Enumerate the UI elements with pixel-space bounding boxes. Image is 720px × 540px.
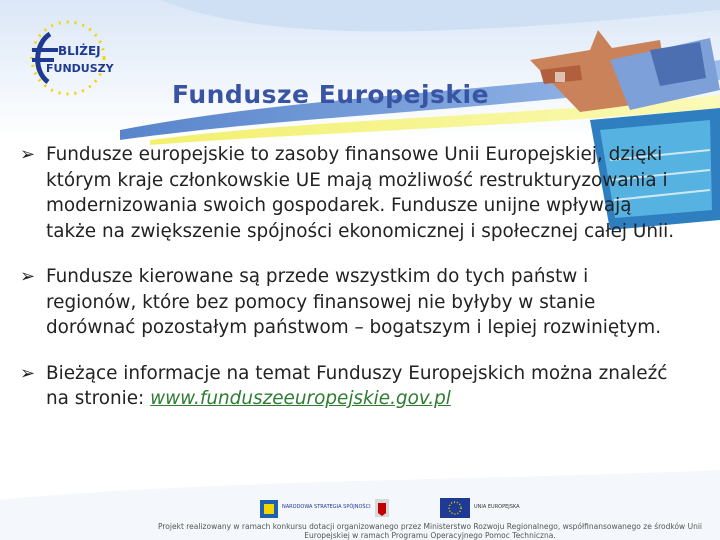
eu-flag-icon [440, 498, 520, 518]
logo-line2: FUNDUSZY [46, 62, 114, 75]
bullet-text: Fundusze europejskie to zasoby finansowe Unii Europejskiej, dzięki którym kraje członkowskie UE mają możliwość restrukturyzowania i modernizowania swoich gospodarek. Fundusze unijne wpływają także na zwiększenie spójności ekonomicznej i społecznej całej Unii. [46, 144, 675, 242]
bullet-text: Fundusze kierowane są przede wszystkim do tych państw i regionów, które bez pomocy finansowej nie byłyby w stanie dorównać pozostałym państwom – bogatszym i lepiej rozwiniętym. [46, 266, 662, 338]
funduszeeuropejskie-link[interactable]: www.funduszeeuropejskie.gov.pl [150, 388, 451, 409]
poland-emblem-icon [375, 499, 389, 517]
nss-logo [260, 500, 371, 518]
bullet-item [20, 142, 680, 244]
bullet-item [20, 264, 680, 341]
bullet-item [20, 361, 680, 412]
footer-text: Projekt realizowany w ramach konkursu dotacji organizowanego przez Ministerstwo Rozwoju Regionalnego, współfinansowanego ze środków Unii Europejskiej w ramach Programu Operacyjnego Pomoc Techniczna. [158, 522, 702, 540]
slide-title: Fundusze Europejskie [172, 80, 490, 109]
eu-logo-label: UNIA EUROPEJSKA [474, 504, 520, 510]
arrow-bullet-icon: ➢ [20, 362, 36, 384]
arrow-bullet-icon: ➢ [20, 144, 36, 165]
bliżej-funduszy-logo [18, 18, 118, 98]
footer-logos [260, 496, 520, 522]
arrow-bullet-icon: ➢ [20, 266, 36, 287]
bullet-list [20, 142, 680, 432]
euro-logo-icon [18, 18, 118, 98]
bullet-text [46, 361, 680, 412]
bullet-text-intro: Bieżące informacje na temat Funduszy Europejskich można znaleźć na stronie: [46, 362, 668, 409]
nss-logo-label: NARODOWA STRATEGIA SPÓJNOŚCI [282, 504, 371, 510]
logo-line1: BLIŻEJ [58, 44, 101, 58]
